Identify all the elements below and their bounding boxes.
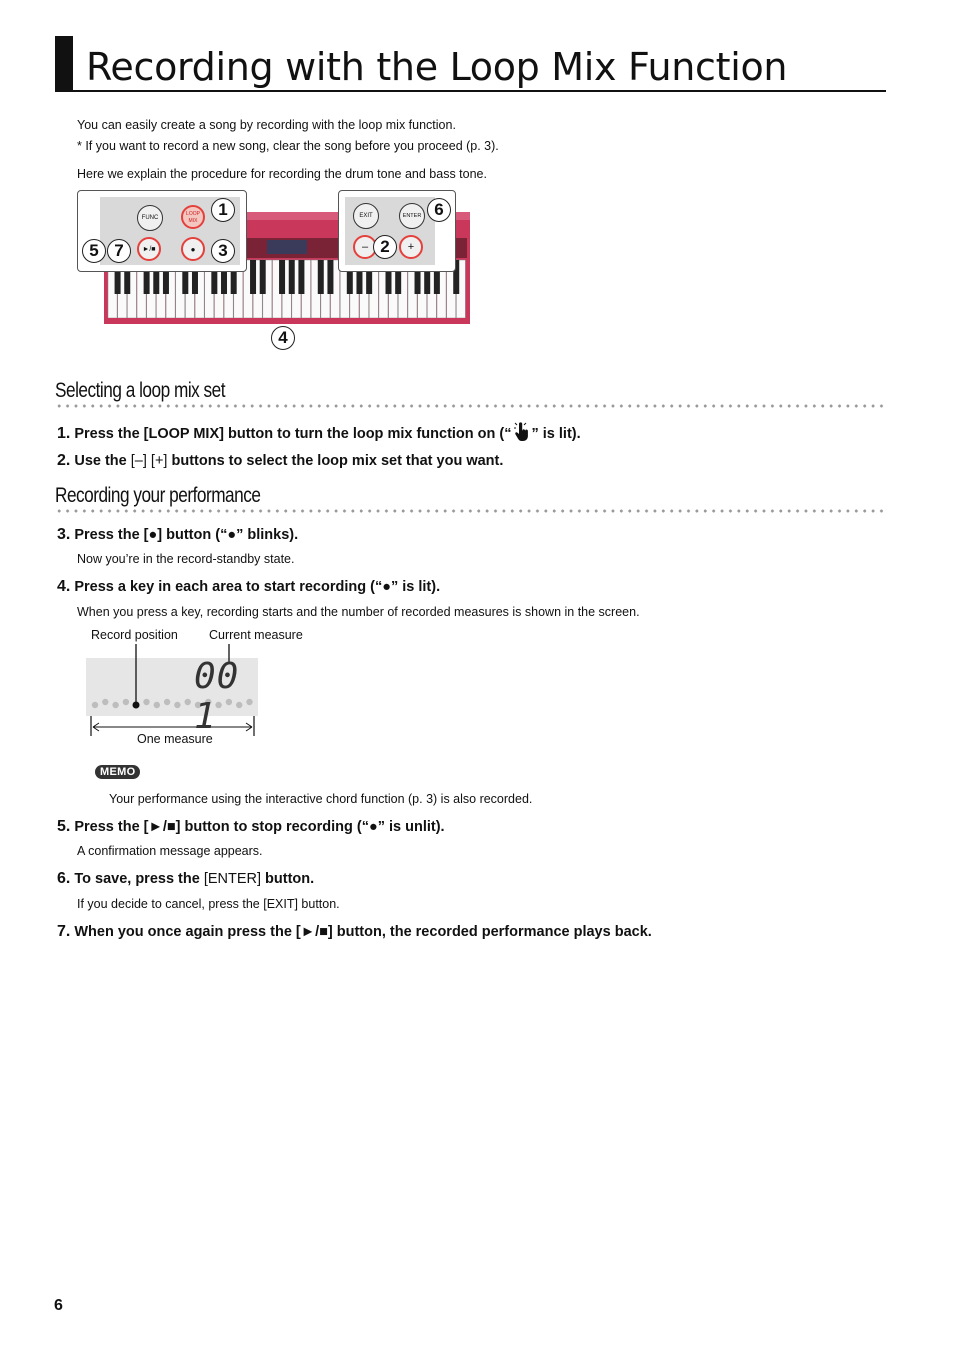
black-key [298, 260, 304, 294]
loop-mix-button[interactable]: LOOP MIX [181, 205, 205, 229]
page-number: 6 [54, 1297, 63, 1314]
black-key [289, 260, 295, 294]
step-3 [57, 526, 298, 544]
label-record-position: Record position [91, 628, 178, 642]
memo-text: Your performance using the interactive chord function (p. 3) is also recorded. [109, 792, 533, 806]
measure-dot [164, 699, 170, 705]
func-button[interactable]: FUNC [137, 205, 163, 231]
step-number: 3. [57, 526, 71, 543]
black-key [279, 260, 285, 294]
intro-note: * If you want to record a new song, clear the song before you proceed (p. 3). [77, 139, 499, 153]
callout-5: 5 [82, 239, 106, 263]
measure-dot [112, 702, 118, 708]
black-key [260, 260, 266, 294]
measure-counter-digits: 00 1 [194, 656, 240, 737]
measure-dot [123, 699, 129, 705]
step-1 [57, 422, 581, 447]
step-text: Press the [ [74, 819, 149, 835]
play-stop-button[interactable]: ►/■ [137, 237, 161, 261]
memo-badge: MEMO [95, 765, 140, 779]
step-number: 5. [57, 818, 71, 835]
step-number: 1. [57, 425, 71, 442]
title-rule [55, 90, 886, 92]
intro-line-1: You can easily create a song by recording with the loop mix function. [77, 118, 456, 132]
step-text: ] button to stop recording (“●” is unlit). [175, 819, 445, 835]
page-title: Recording with the Loop Mix Function [86, 45, 788, 89]
step-5-detail: A confirmation message appears. [77, 844, 263, 858]
section-title-selecting: Selecting a loop mix set [55, 379, 226, 402]
exit-button[interactable]: EXIT [353, 203, 379, 229]
step-number: 6. [57, 870, 71, 887]
step-button-ref: [–] [+] [130, 453, 168, 469]
step-text: When you once again press the [ [74, 924, 301, 940]
step-button-ref: [ENTER] [203, 871, 262, 887]
measure-dot [185, 699, 191, 705]
title-bar-block [55, 36, 73, 92]
step-text: button. [261, 871, 315, 887]
step-7 [57, 923, 652, 941]
step-number: 4. [57, 578, 71, 595]
step-text: Press the [74, 426, 144, 442]
step-text: To save, press the [74, 871, 204, 887]
rec-button[interactable]: ● [181, 237, 205, 261]
rec-symbol-icon: ● [148, 527, 158, 543]
step-text: ] button, the recorded performance plays back. [327, 924, 652, 940]
keyboard-figure [77, 188, 477, 353]
play-stop-symbol-icon: ►/■ [300, 924, 328, 940]
step-3-detail: Now you’re in the record-standby state. [77, 552, 295, 566]
callout-1: 1 [211, 198, 235, 222]
black-key [327, 260, 333, 294]
step-text: buttons to select the loop mix set that you want. [167, 453, 504, 469]
step-text: Use the [74, 453, 131, 469]
step-4-detail: When you press a key, recording starts and the number of recorded measures is shown in the screen. [77, 605, 640, 619]
measure-dot [92, 702, 98, 708]
step-text: ] button (“●” blinks). [157, 527, 299, 543]
step-button-ref: [LOOP MIX] [143, 426, 224, 442]
callout-7: 7 [107, 239, 131, 263]
step-text: button to turn the loop mix function on (“ [223, 426, 512, 442]
black-key [318, 260, 324, 294]
step-6-detail: If you decide to cancel, press the [EXIT] button. [77, 897, 340, 911]
step-4 [57, 578, 440, 596]
plus-button[interactable]: + [399, 235, 423, 259]
step-6 [57, 870, 314, 888]
callout-2: 2 [373, 235, 397, 259]
callout-3: 3 [211, 239, 235, 263]
step-text: Press the [ [74, 527, 149, 543]
intro-line-2: Here we explain the procedure for recording the drum tone and bass tone. [77, 167, 487, 181]
black-key [250, 260, 256, 294]
label-one-measure: One measure [137, 732, 213, 746]
step-text: Press a key in each area to start recording (“●” is lit). [74, 579, 441, 595]
measure-dot [102, 699, 108, 705]
step-number: 7. [57, 923, 71, 940]
minus-button[interactable]: – [353, 235, 377, 259]
hand-pointer-icon [514, 422, 530, 447]
play-stop-symbol-icon: ►/■ [148, 819, 176, 835]
lcd-display-figure [86, 644, 260, 742]
enter-button[interactable]: ENTER [399, 203, 425, 229]
section-divider-2 [55, 509, 886, 513]
step-text: ” is lit). [531, 426, 581, 442]
section-divider-1 [55, 404, 886, 408]
step-number: 2. [57, 452, 71, 469]
label-current-measure: Current measure [209, 628, 303, 642]
measure-dot [143, 699, 149, 705]
step-2 [57, 452, 503, 470]
callout-4: 4 [271, 326, 295, 350]
section-title-recording: Recording your performance [55, 484, 261, 507]
measure-dot [154, 702, 160, 708]
callout-6: 6 [427, 198, 451, 222]
step-5 [57, 818, 445, 836]
measure-dot [174, 702, 180, 708]
